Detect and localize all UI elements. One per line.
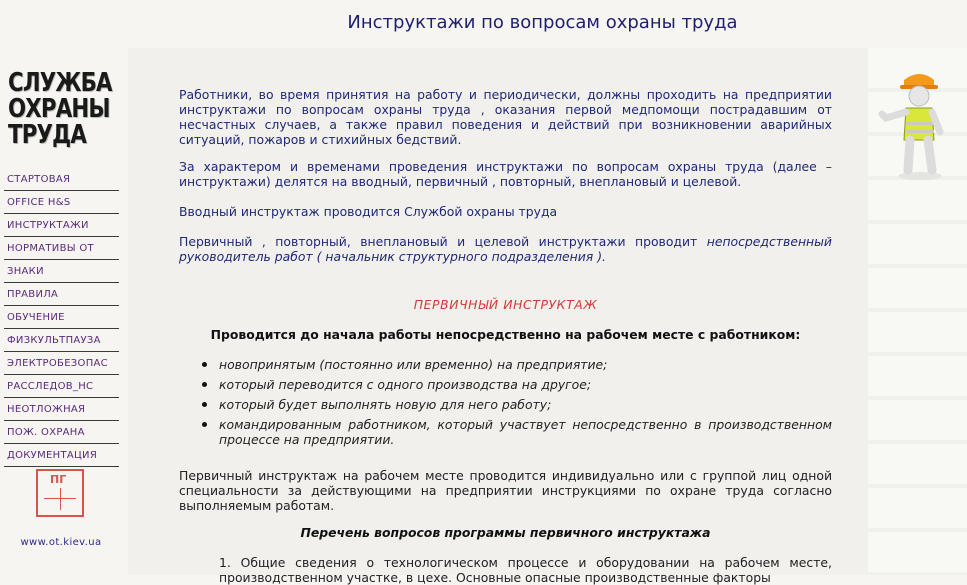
sidebar-item-instructions[interactable]: ИНСТРУКТАЖИ	[4, 215, 119, 237]
list-item	[179, 377, 832, 392]
sidebar-item-office-hs[interactable]: OFFICE H&S	[4, 192, 119, 214]
list-item	[179, 397, 832, 412]
list-item	[179, 417, 832, 447]
sidebar-item-electrical[interactable]: ЭЛЕКТРОБЕЗОПАС	[4, 353, 119, 375]
list-item-text: который будет выполнять новую для него работу;	[219, 397, 552, 412]
sidebar-nav	[4, 169, 119, 468]
sidebar-item-signs[interactable]: ЗНАКИ	[4, 261, 119, 283]
list-item-text: новопринятым (постоянно или временно) на предприятие;	[219, 357, 608, 372]
conducted-by-paragraph	[179, 234, 832, 264]
sidebar-item-emergency[interactable]: НЕОТЛОЖНАЯ	[4, 399, 119, 421]
page-title: Инструктажи по вопросам охраны труда	[347, 12, 738, 33]
program-title: Перечень вопросов программы первичного инструктажа	[300, 525, 711, 540]
sidebar-item-documents[interactable]: ДОКУМЕНТАЦИЯ	[4, 445, 119, 467]
sidebar-item-rules[interactable]: ПРАВИЛА	[4, 284, 119, 306]
sidebar-item-norms[interactable]: НОРМАТИВЫ ОТ	[4, 238, 119, 260]
bullet-icon	[202, 402, 207, 407]
list-item-text: командированным работником, который участвует непосредственно в производственном процессе на предприятии.	[219, 417, 832, 447]
logo-line: ТРУДА	[8, 120, 87, 150]
bullet-icon	[202, 362, 207, 367]
conducted-by-text: Первичный , повторный, внеплановый и целевой инструктажи проводит	[179, 234, 707, 249]
logo-line: СЛУЖБА	[8, 68, 112, 98]
sidebar-item-fire[interactable]: ПОЖ. ОХРАНА	[4, 422, 119, 444]
sidebar-item-investigations[interactable]: РАССЛЕДОВ_НС	[4, 376, 119, 398]
sidebar-item-start[interactable]: СТАРТОВАЯ	[4, 169, 119, 191]
pg-logo[interactable]	[36, 469, 84, 517]
section-subtitle: Проводится до начала работы непосредственно на рабочем месте с работником:	[210, 327, 801, 342]
intro-paragraph: Работники, во время принятия на работу и периодически, должны проходить на предприятии инструктажи по вопросам охраны труда , оказания первой медпомощи пострадавшим от несчастных случаев, а также правил поведения и действий при возникновении аварийных ситуаций, пожаров и стихийных бедствий.	[179, 87, 832, 147]
pg-logo-line	[60, 488, 61, 510]
bullet-icon	[202, 422, 207, 427]
introductory-paragraph: Вводный инструктаж проводится Службой охраны труда	[179, 204, 558, 219]
workplace-paragraph: Первичный инструктаж на рабочем месте проводится индивидуально или с группой лиц одной специальности за действующими на предприятии инструкциями по охране труда согласно выполняемым работам.	[179, 468, 832, 513]
types-paragraph: За характером и временами проведения инструктажи по вопросам охраны труда (далее – инструктажи) делятся на вводный, первичный , повторный, внеплановый и целевой.	[179, 159, 832, 189]
logo-line: ОХРАНЫ	[8, 94, 110, 124]
site-url-link[interactable]: www.ot.kiev.ua	[20, 537, 102, 548]
sidebar-item-exercise[interactable]: ФИЗКУЛЬТПАУЗА	[4, 330, 119, 352]
worker-mascot-icon	[872, 72, 964, 182]
conducted-by-emphasis: непосредственный руководитель работ ( начальник структурного подразделения ).	[179, 234, 832, 264]
pg-logo-text: ПГ	[50, 473, 67, 486]
service-logo	[8, 70, 120, 154]
bullet-list	[179, 357, 832, 452]
program-item: 1. Общие сведения о технологическом процессе и оборудовании на рабочем месте, производственном участке, в цехе. Основные опасные производственные факторы	[219, 555, 832, 585]
bullet-icon	[202, 382, 207, 387]
list-item	[179, 357, 832, 372]
list-item-text: который переводится с одного производства на другое;	[219, 377, 592, 392]
section-title: ПЕРВИЧНЫЙ ИНСТРУКТАЖ	[413, 297, 598, 312]
sidebar-item-training[interactable]: ОБУЧЕНИЕ	[4, 307, 119, 329]
